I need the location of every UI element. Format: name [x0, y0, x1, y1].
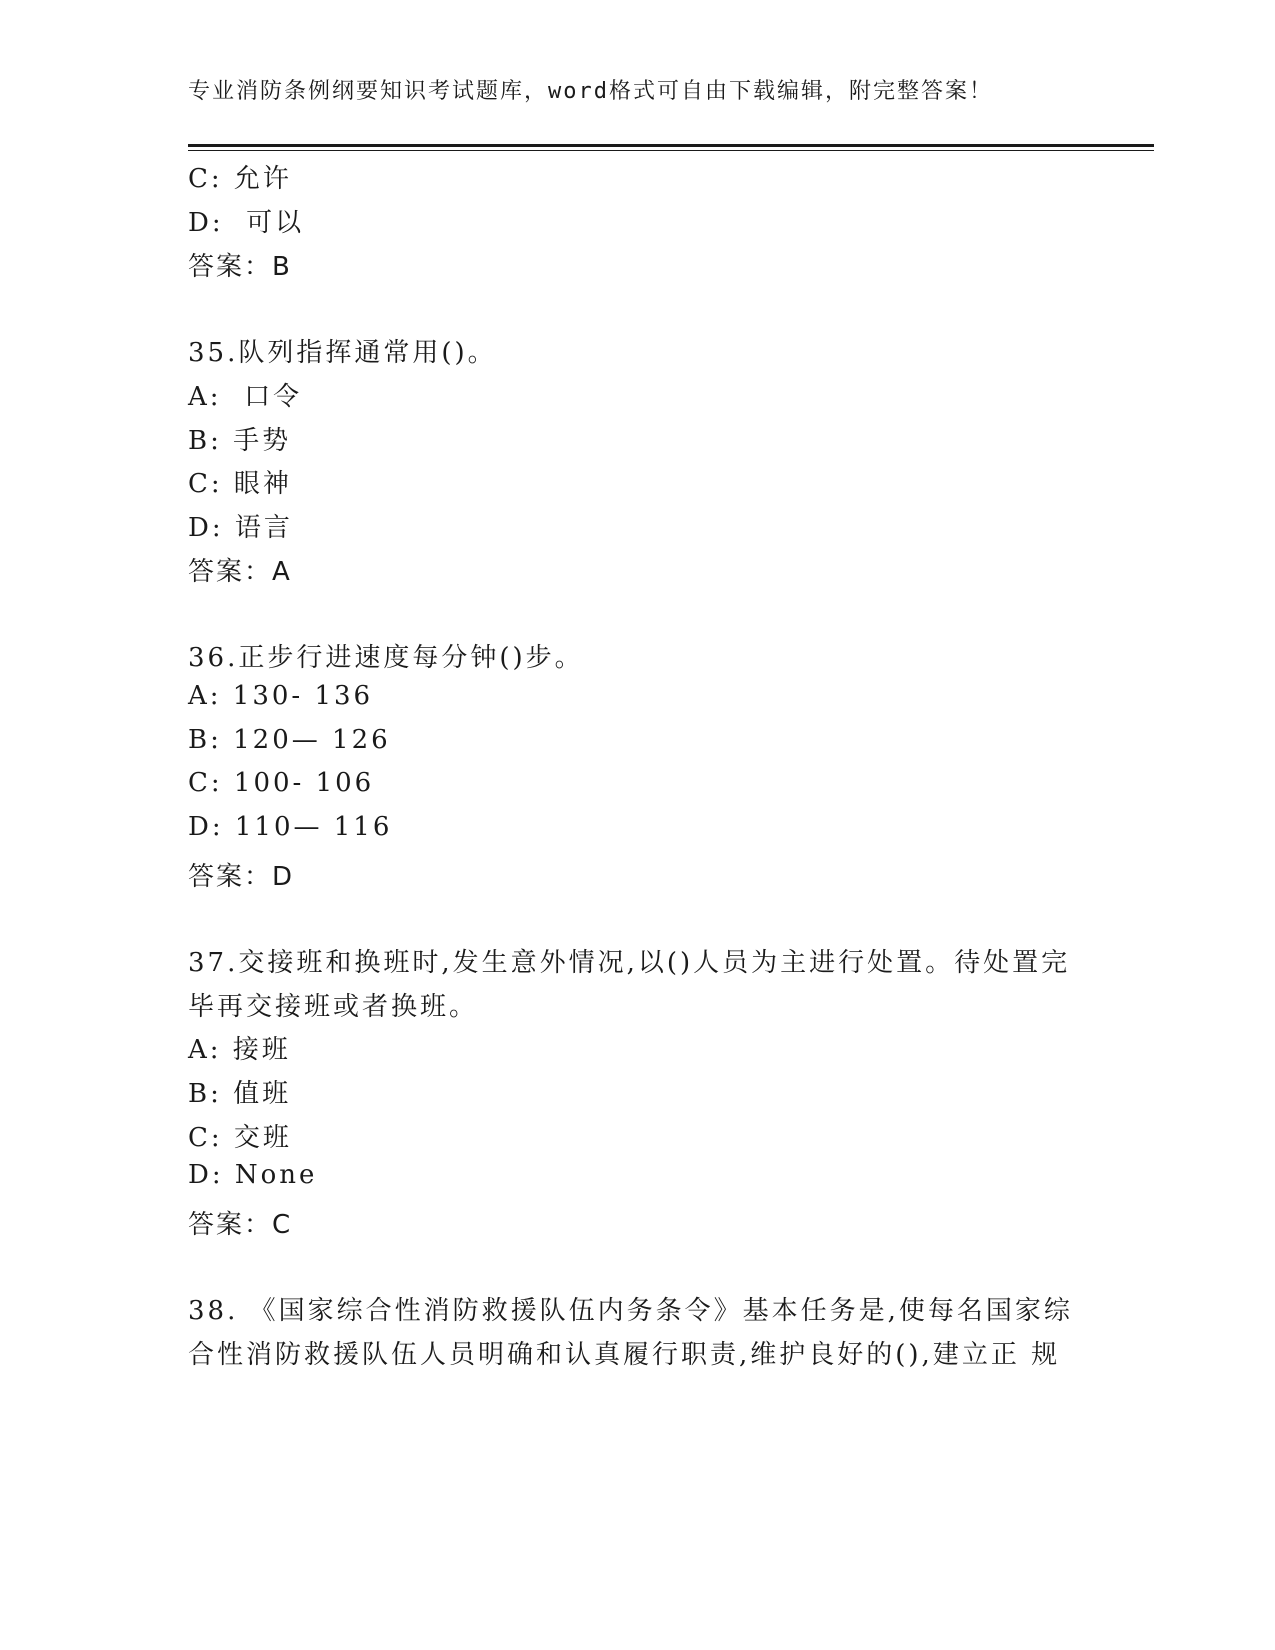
option-d: D: None: [188, 1160, 318, 1190]
option-c: C: 100- 106: [188, 768, 375, 798]
option-d: D: 110— 116: [188, 812, 393, 842]
question-38-stem-cont: 合性消防救援队伍人员明确和认真履行职责,维护良好的(),建立正 规: [188, 1340, 1061, 1370]
option-a: A: 130- 136: [188, 681, 374, 711]
header-rule-thin: [188, 150, 1154, 151]
question-35-stem: 35.队列指挥通常用()。: [188, 338, 497, 368]
question-36-stem: 36.正步行进速度每分钟()步。: [188, 643, 584, 673]
option-c: C: 允许: [188, 164, 292, 194]
answer: 答案：A: [188, 557, 292, 587]
answer: 答案：D: [188, 862, 295, 892]
header-rule-thick: [188, 144, 1154, 147]
option-a: A: 接班: [188, 1035, 291, 1065]
question-37-stem-cont: 毕再交接班或者换班。: [188, 992, 479, 1022]
option-b: B: 手势: [188, 426, 292, 456]
option-d: D: 可以: [188, 208, 305, 238]
option-d: D: 语言: [188, 513, 293, 543]
page-header: 专业消防条例纲要知识考试题库，word格式可自由下载编辑，附完整答案！: [188, 79, 993, 104]
option-b: B: 120— 126: [188, 725, 391, 755]
question-37-stem: 37.交接班和换班时,发生意外情况,以()人员为主进行处置。待处置完: [188, 948, 1071, 978]
answer: 答案：B: [188, 252, 292, 282]
option-b: B: 值班: [188, 1079, 292, 1109]
option-c: C: 眼神: [188, 469, 292, 499]
answer: 答案：C: [188, 1210, 293, 1240]
option-a: A: 口令: [188, 382, 303, 412]
option-c: C: 交班: [188, 1123, 292, 1153]
question-38-stem: 38. 《国家综合性消防救援队伍内务条令》基本任务是,使每名国家综: [188, 1296, 1073, 1326]
